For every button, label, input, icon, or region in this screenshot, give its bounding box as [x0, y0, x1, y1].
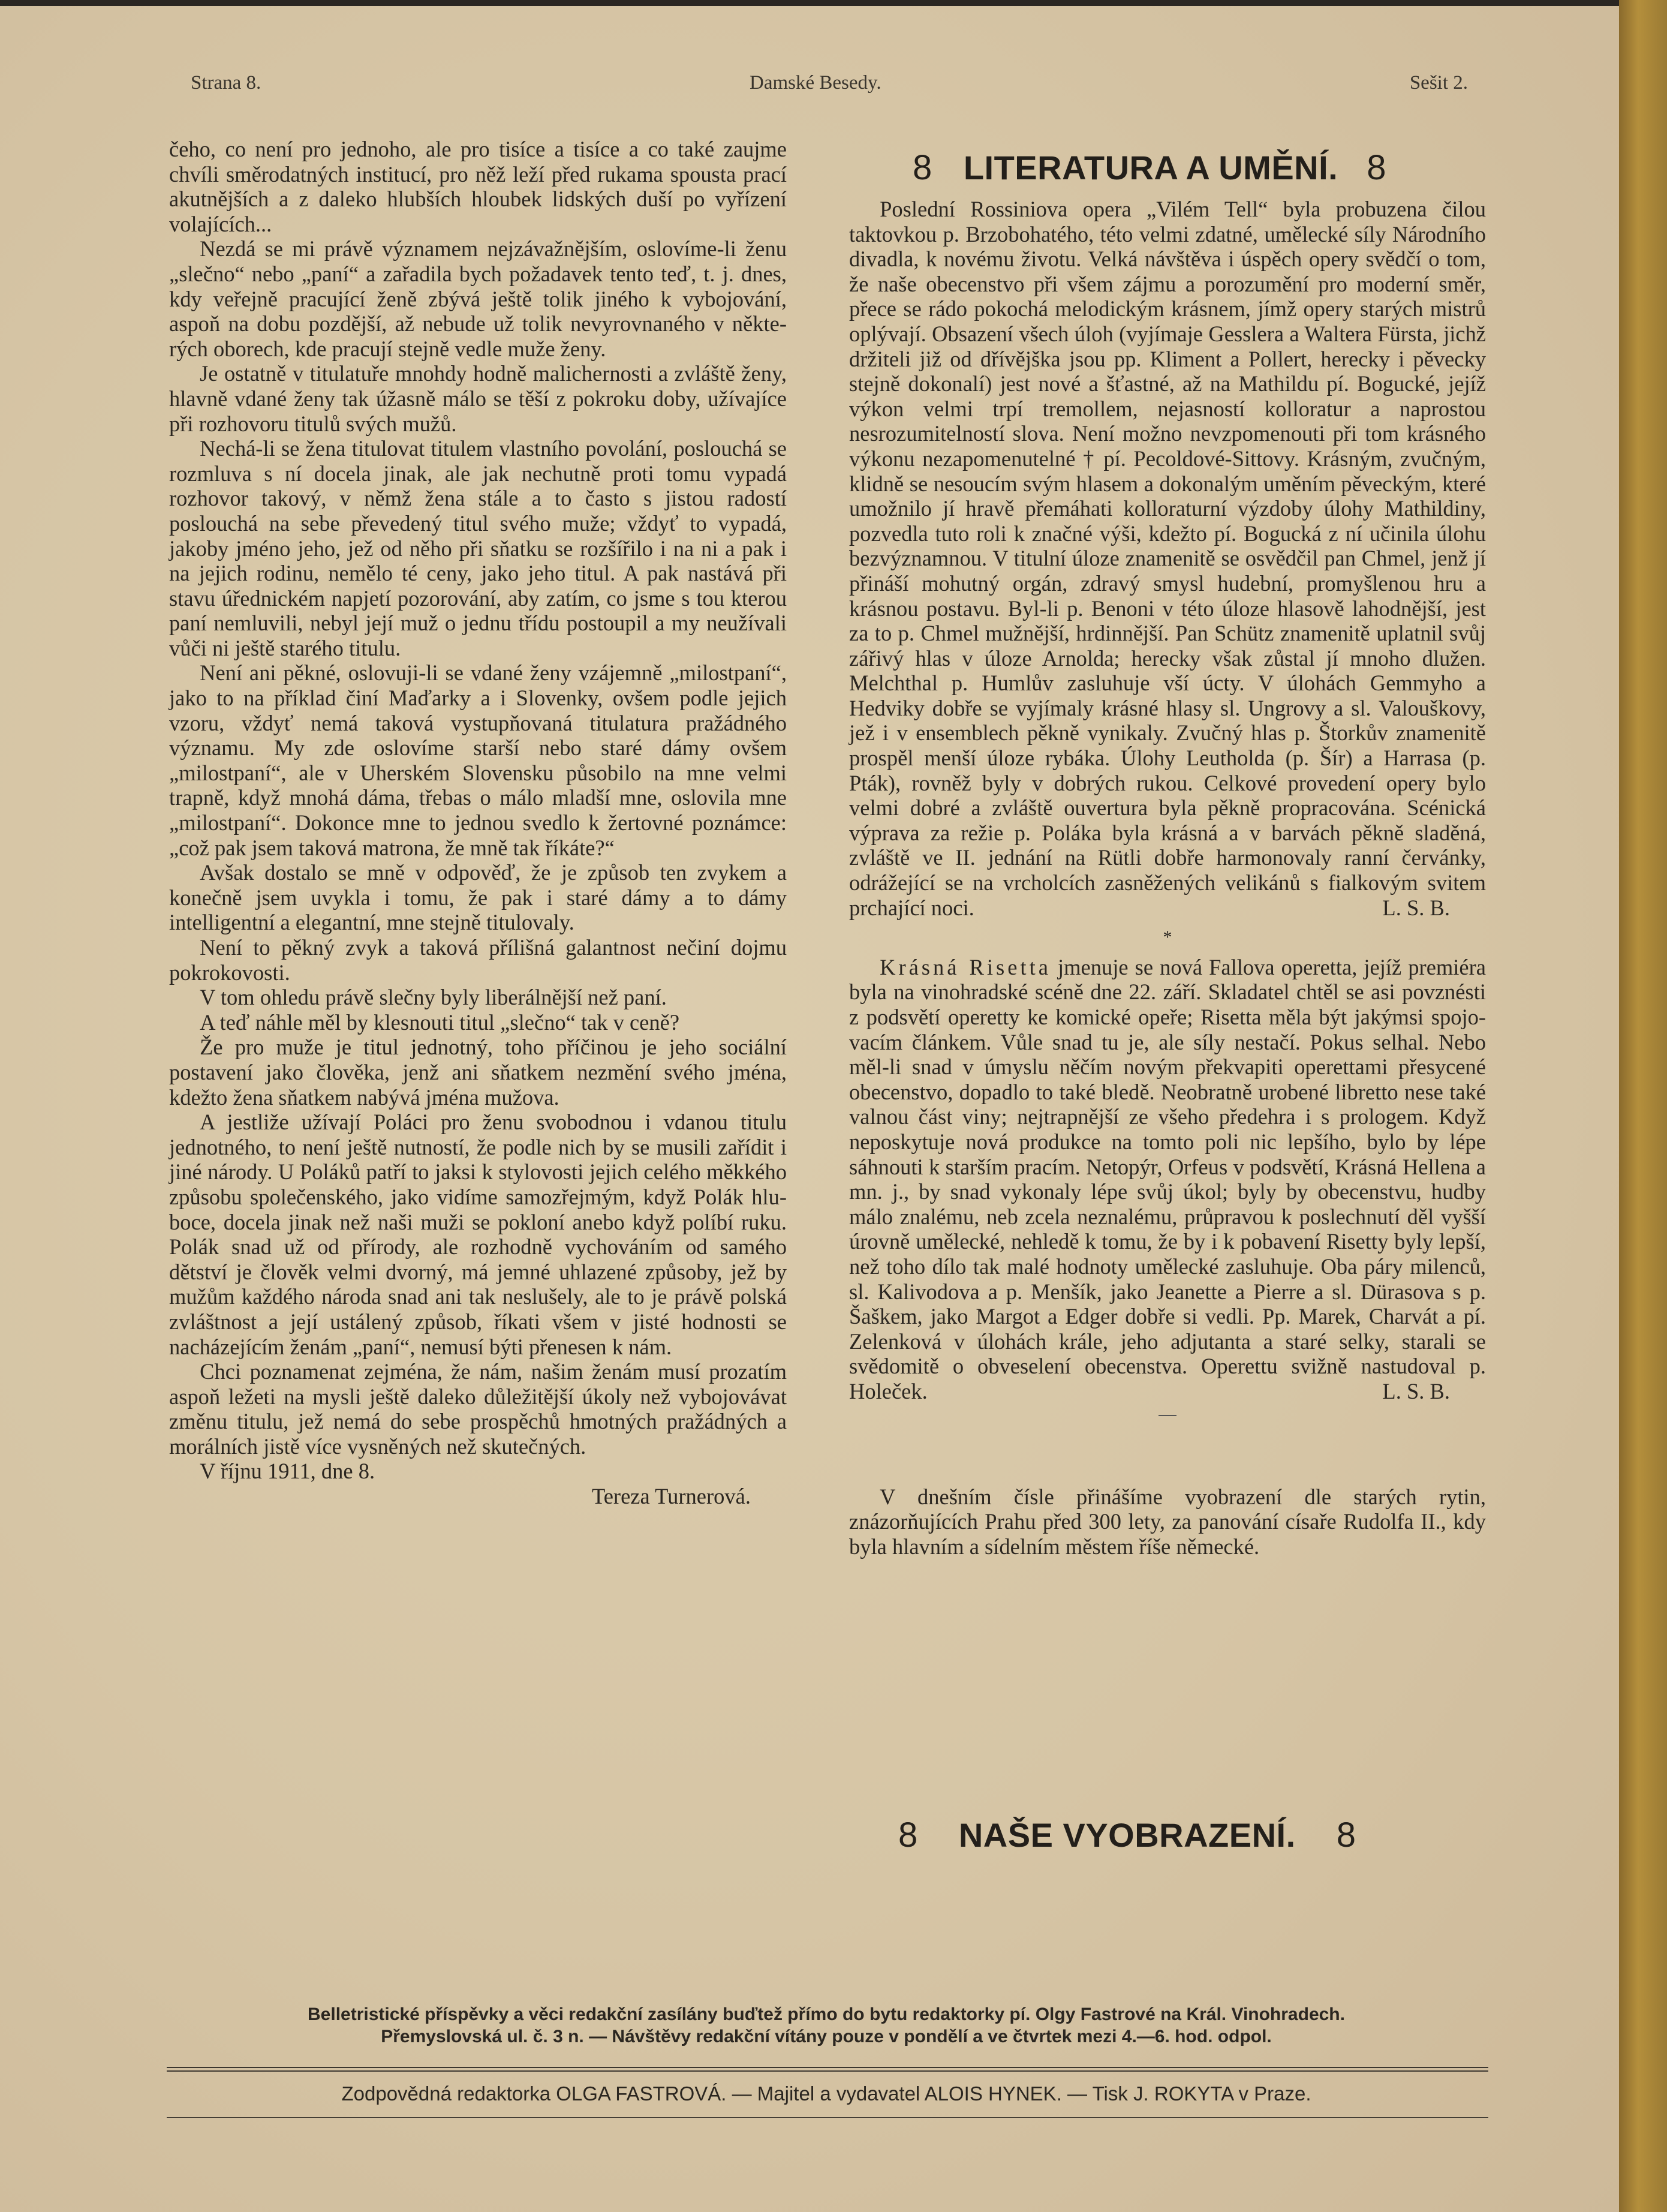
heading-text: NAŠE VYOBRAZENÍ. — [958, 1816, 1296, 1854]
ornament-icon: 8 — [898, 1816, 918, 1855]
vyobrazeni-paragraph: V dnešním čísle přinášíme vyobrazení dle starých rytin, znázorňujících Prahu před 300 lety, za panování císaře Rudolfa II., kdy byla hlavním a sídelním městem říše německé. — [849, 1484, 1486, 1559]
binding-edge — [1619, 0, 1667, 2212]
footer-rule — [167, 2117, 1488, 2118]
ornament-icon: 8 — [1336, 1816, 1356, 1855]
editorial-notice — [167, 2003, 1486, 2048]
review-paragraph: Poslední Rossiniova opera „Vilém Tell“ byla probuzena čilou taktovkou p. Brzobohatého, této velmi zdatné, umělecké síly Národního divadla, k novému životu. Velká návštěva i úspěch opery svědčí o tom, že naše obecenstvo při všem zájmu a porozumění pro moderní směr, přece se rádo pokochá melodickým krásnem, jímž opery starých mistrů oplývají. Obsazení všech úloh (vyjímaje Gesslera a Waltera Fürsta, jichž držiteli již od dřívějška jsou pp. Kliment a Pollert, herecky i pěvecky stejně dokonalí) jest nové a šťastné, až na Mathildu pí. Bogucké, jejíž výkon velmi trpí tremollem, nejasností kolloratur a naprostou nesrozumitelností slova. Není možno nevzpomenouti při tom krásného výkonu nezapomenutelné † pí. Pecoldové-Sittovy. Krásným, zvučným, klidně se nesoucím svým hlasem a dokonalým uměním pěveckým, které umožnilo jí hravě přemáhati kolloraturní výzdoby úlohy Mathildiny, pozvedla tuto roli k značné výši, kdežto pí. Bogucká z ní učinila úlohu bezvýznamnou. V titulní úloze znamenitě se osvědčil pan Chmel, jenž jí přináší mohutný orgán, zdravý smysl hudební, promyšlenou hru a krásnou postavu. Byl-li p. Benoni v této úloze hlasově lahodnější, jest za to p. Chmel mužnější, hrdinnější. Pan Schütz znamenitě uplatnil svůj zářivý hlas v úloze Arnolda; herecky však zůstal jí mnoho dlužen. Melchthal p. Humlův zasluhuje vší úcty. V úlohách Gemmyho a Hedviky dobře se vyjímaly krásné hlasy sl. Ungrovy a sl. Valouškovy, jež i v ensemblech pěkně vynikaly. Zvučný hlas p. Štorkův znamenitě prospěl menší úloze rybáka. Úlohy Leutholda (p. Šír) a Harrasa (p. Pták), rovněž byly v dobrých rukou. Celkové provedení opery bylo velmi dobré a zvláště ouvertura byla pěkně propracována. Scénická výprava za režie p. Poláka byla krásná a v barvách pěkně sladěná, zvláště ve II. jednání na Rütli dobře harmonovaly ranní červánky, odrážející se na vrcholcích zasněžených velikánů s fialkovým svitem prchající noci. — [849, 197, 1486, 920]
separator-asterisk: * — [1163, 927, 1172, 948]
ornament-icon: 8 — [913, 148, 932, 187]
left-column-article — [169, 137, 787, 1509]
article-paragraph: Nezdá se mi právě významem nejzávažnějším, oslovíme-li ženu „slečno“ nebo „paní“ a zařadila bych požadavek tento teď, t. j. dnes, kdy veřejně pracující ženě zbývá ještě tolik jiného k vybojování, aspoň na dobu pozdější, až nebude už tolik nevyrovnaného v některých oborech, kde pracují stejně vedle muže ženy. — [169, 236, 787, 361]
issue-number: Sešit 2. — [1409, 72, 1468, 94]
review-paragraph-operetta — [849, 955, 1486, 1404]
newspaper-page — [0, 6, 1619, 2212]
footer-rule — [167, 2067, 1488, 2068]
page-number: Strana 8. — [191, 72, 261, 94]
notice-line: Belletristické příspěvky a věci redakční zasílány buďtež přímo do bytu redaktorky pí. Olgy Fastrové na Král. Vinohradech. — [308, 2004, 1345, 2024]
article-paragraph: Chci poznamenat zejména, že nám, našim ženám musí prozatím aspoň ležeti na mysli ještě daleko důležitější úkoly než vybojovávat změnu titulu, jež nemá do sebe prospěchů hmotných pražádných a morálních jistě více vysněných než skutečných. — [169, 1359, 787, 1459]
review-signature: L. S. B. — [1382, 895, 1450, 920]
heading-text: LITERATURA A UMĚNÍ. — [963, 149, 1338, 187]
separator-rule — [1159, 1415, 1176, 1416]
imprint-line: Zodpovědná redaktorka OLGA FASTROVÁ. — Majitel a vydavatel ALOIS HYNEK. — Tisk J. ROKYTA v Praze. — [341, 2082, 1311, 2105]
article-paragraph: Není ani pěkné, oslovuji-li se vdané ženy vzájemně „milostpaní“, jako to na příklad činí Maďarky a i Slovenky, ovšem podle jejich vzoru, vždyť nemá taková vystupňovaná titulatura pražádného významu. My zde oslovíme starší nebo staré dámy ovšem „milostpaní“, ale v Uherském Slovensku působilo na mne velmi trapně, když mnohá dáma, třebas o málo mladší mne, oslovila mne „milostpaní“. Dokonce mne to jednou svedlo k žertovné poznámce: „což pak jsem taková matrona, že mně tak říkáte?“ — [169, 660, 787, 860]
publication-title: Damské Besedy. — [750, 72, 881, 94]
article-paragraph: čeho, co není pro jednoho, ale pro tisíce a tisíce a co také zaujme chvíli směrodatných institucí, pro něž leží před rukama spousta prací akutnějších a z daleko hlubších hloubek lidských duší po vyřízení volajících... — [169, 137, 787, 236]
section-heading-vyobrazeni — [898, 1815, 1356, 1855]
ornament-icon: 8 — [1367, 148, 1387, 187]
section-heading-literatura — [913, 148, 1386, 188]
notice-line: Přemyslovská ul. č. 3 n. — Návštěvy redakční vítány pouze v pondělí a ve čtvrtek mezi 4.—6. hod. odpol. — [381, 2027, 1272, 2046]
article-paragraph: Že pro muže je titul jednotný, toho příčinou je jeho sociální postavení jako člověka, jenž ani sňatkem nezmění svého jména, kdežto žena sňatkem nabývá jména mužova. — [169, 1035, 787, 1110]
article-paragraph: Je ostatně v titulatuře mnohdy hodně malichernosti a zvláště ženy, hlavně vdané ženy tak úžasně málo se těší z pokroku doby, užívajíce při rozhovoru titulů svých mužů. — [169, 361, 787, 436]
author-signature: Tereza Turnerová. — [591, 1484, 751, 1509]
operetta-text: jmenuje se nová Fallova operetta, jejíž premiéra byla na vinohradské scéně dne 22. září. Skladatel chtěl se asi povznésti z podsvětí operetty ke komické opeře; Risetta měla být jakýmsi spojovacím článkem. Vůle snad tu je, ale síly nestačí. Pokus selhal. Nebo měl-li snad v úmyslu něčím novým překvapiti operettami přesycené obecenstvo, dopadlo to také bledě. Neobratně urobené libretto nese také valnou část viny; nejtrapnější ze všeho předehra i s prologem. Když neposkytuje nová produkce na tomto poli nic lepšího, bylo by lépe sáhnouti k starším pracím. Netopýr, Orfeus v podsvětí, Krásná Hellena a mn. j., by snad vykonaly lépe svůj úkol; byly by obecenstvu, hudby málo znalému, neb zcela neznalému, průpravou k poslechnutí děl vyšší úrovně umělecké, nehledě k tomu, že by i k pobavení Risetty byly lepší, než toho dílo tak malé hodnoty umělecké zasluhuje. Oba páry milenců, sl. Kalivodova a p. Menšík, jako Jeanette a Pierre a sl. Dürasova s p. Šaškem, jako Margot a Edger dobře si vedli. Pp. Marek, Charvát a pí. Zelenková v úlohách krále, jeho adjutanta a staré selky, starali se svědomitě o obveselení obecenstva. Operettu svižně nastudoval p. Holeček. — [849, 954, 1486, 1403]
heading-spacer — [849, 1427, 1486, 1484]
article-dateline: V říjnu 1911, dne 8. — [200, 1459, 375, 1484]
article-paragraph: Nechá-li se žena titulovat titulem vlastního povolání, poslouchá se rozmluva s ní docela jinak, ale jak nechutně proti tomu vypadá rozhovor takový, v němž žena stále a to často s jistou radostí poslouchá na sebe převedený titul svého muže; vždyť to vypadá, jakoby jméno jeho, jež od něho při sňatku se rozšířilo i na ni a pak i na jejich rodinu, nemělo té ceny, jako jeho titul. A pak nastává při stavu úřednickém napjetí pozorování, aby zatím, co jsme s tou kterou paní nemluvili, nebyl její muž o jednu třídu postoupil a my neužívali vůči ni ještě starého titulu. — [169, 436, 787, 660]
article-paragraph: V tom ohledu právě slečny byly liberálnější než paní. — [200, 985, 667, 1010]
footer-rule — [167, 2070, 1488, 2072]
article-paragraph: Avšak dostalo se mně v odpověď, že je způsob ten zvykem a konečně jsem uvykla i tomu, že pak i staré dámy a to dámy intelligentní a elegantní, mne stejně titulovaly. — [169, 860, 787, 935]
operetta-title: Krásná Risetta — [880, 954, 1051, 979]
article-paragraph: A teď náhle měl by klesnouti titul „slečno“ tak v ceně? — [200, 1009, 680, 1035]
review-signature: L. S. B. — [1382, 1378, 1450, 1403]
article-paragraph: Není to pěkný zvyk a taková přílišná galantnost nečiní dojmu pokrokovosti. — [169, 935, 787, 985]
article-paragraph: A jestliže užívají Poláci pro ženu svobodnou i vdanou titulu jednotného, to není ještě nutností, že podle nich by se musili zařídit i jiné národy. U Poláků patří to jaksi k stylovosti jejich celého měkkého způsobu společenského, jako vidíme samozřejmým, když Polák hluboce, docela jinak než naši muži se pokloní anebo když políbí ruku. Polák snad už od přírody, ale rozhodně vychováním od samého dětství je člověk velmi dvorný, má jemné uhlazené způsoby, jež by mužům každého národa snad ani tak neslušely, ale to je právě polská zvláštnost a její ustálený způsob, říkati všem v jisté hodnosti se nacházejícím ženám „paní“, nemusí býti přenesen k nám. — [169, 1110, 787, 1359]
running-header — [191, 72, 1468, 102]
right-column — [849, 197, 1486, 1559]
